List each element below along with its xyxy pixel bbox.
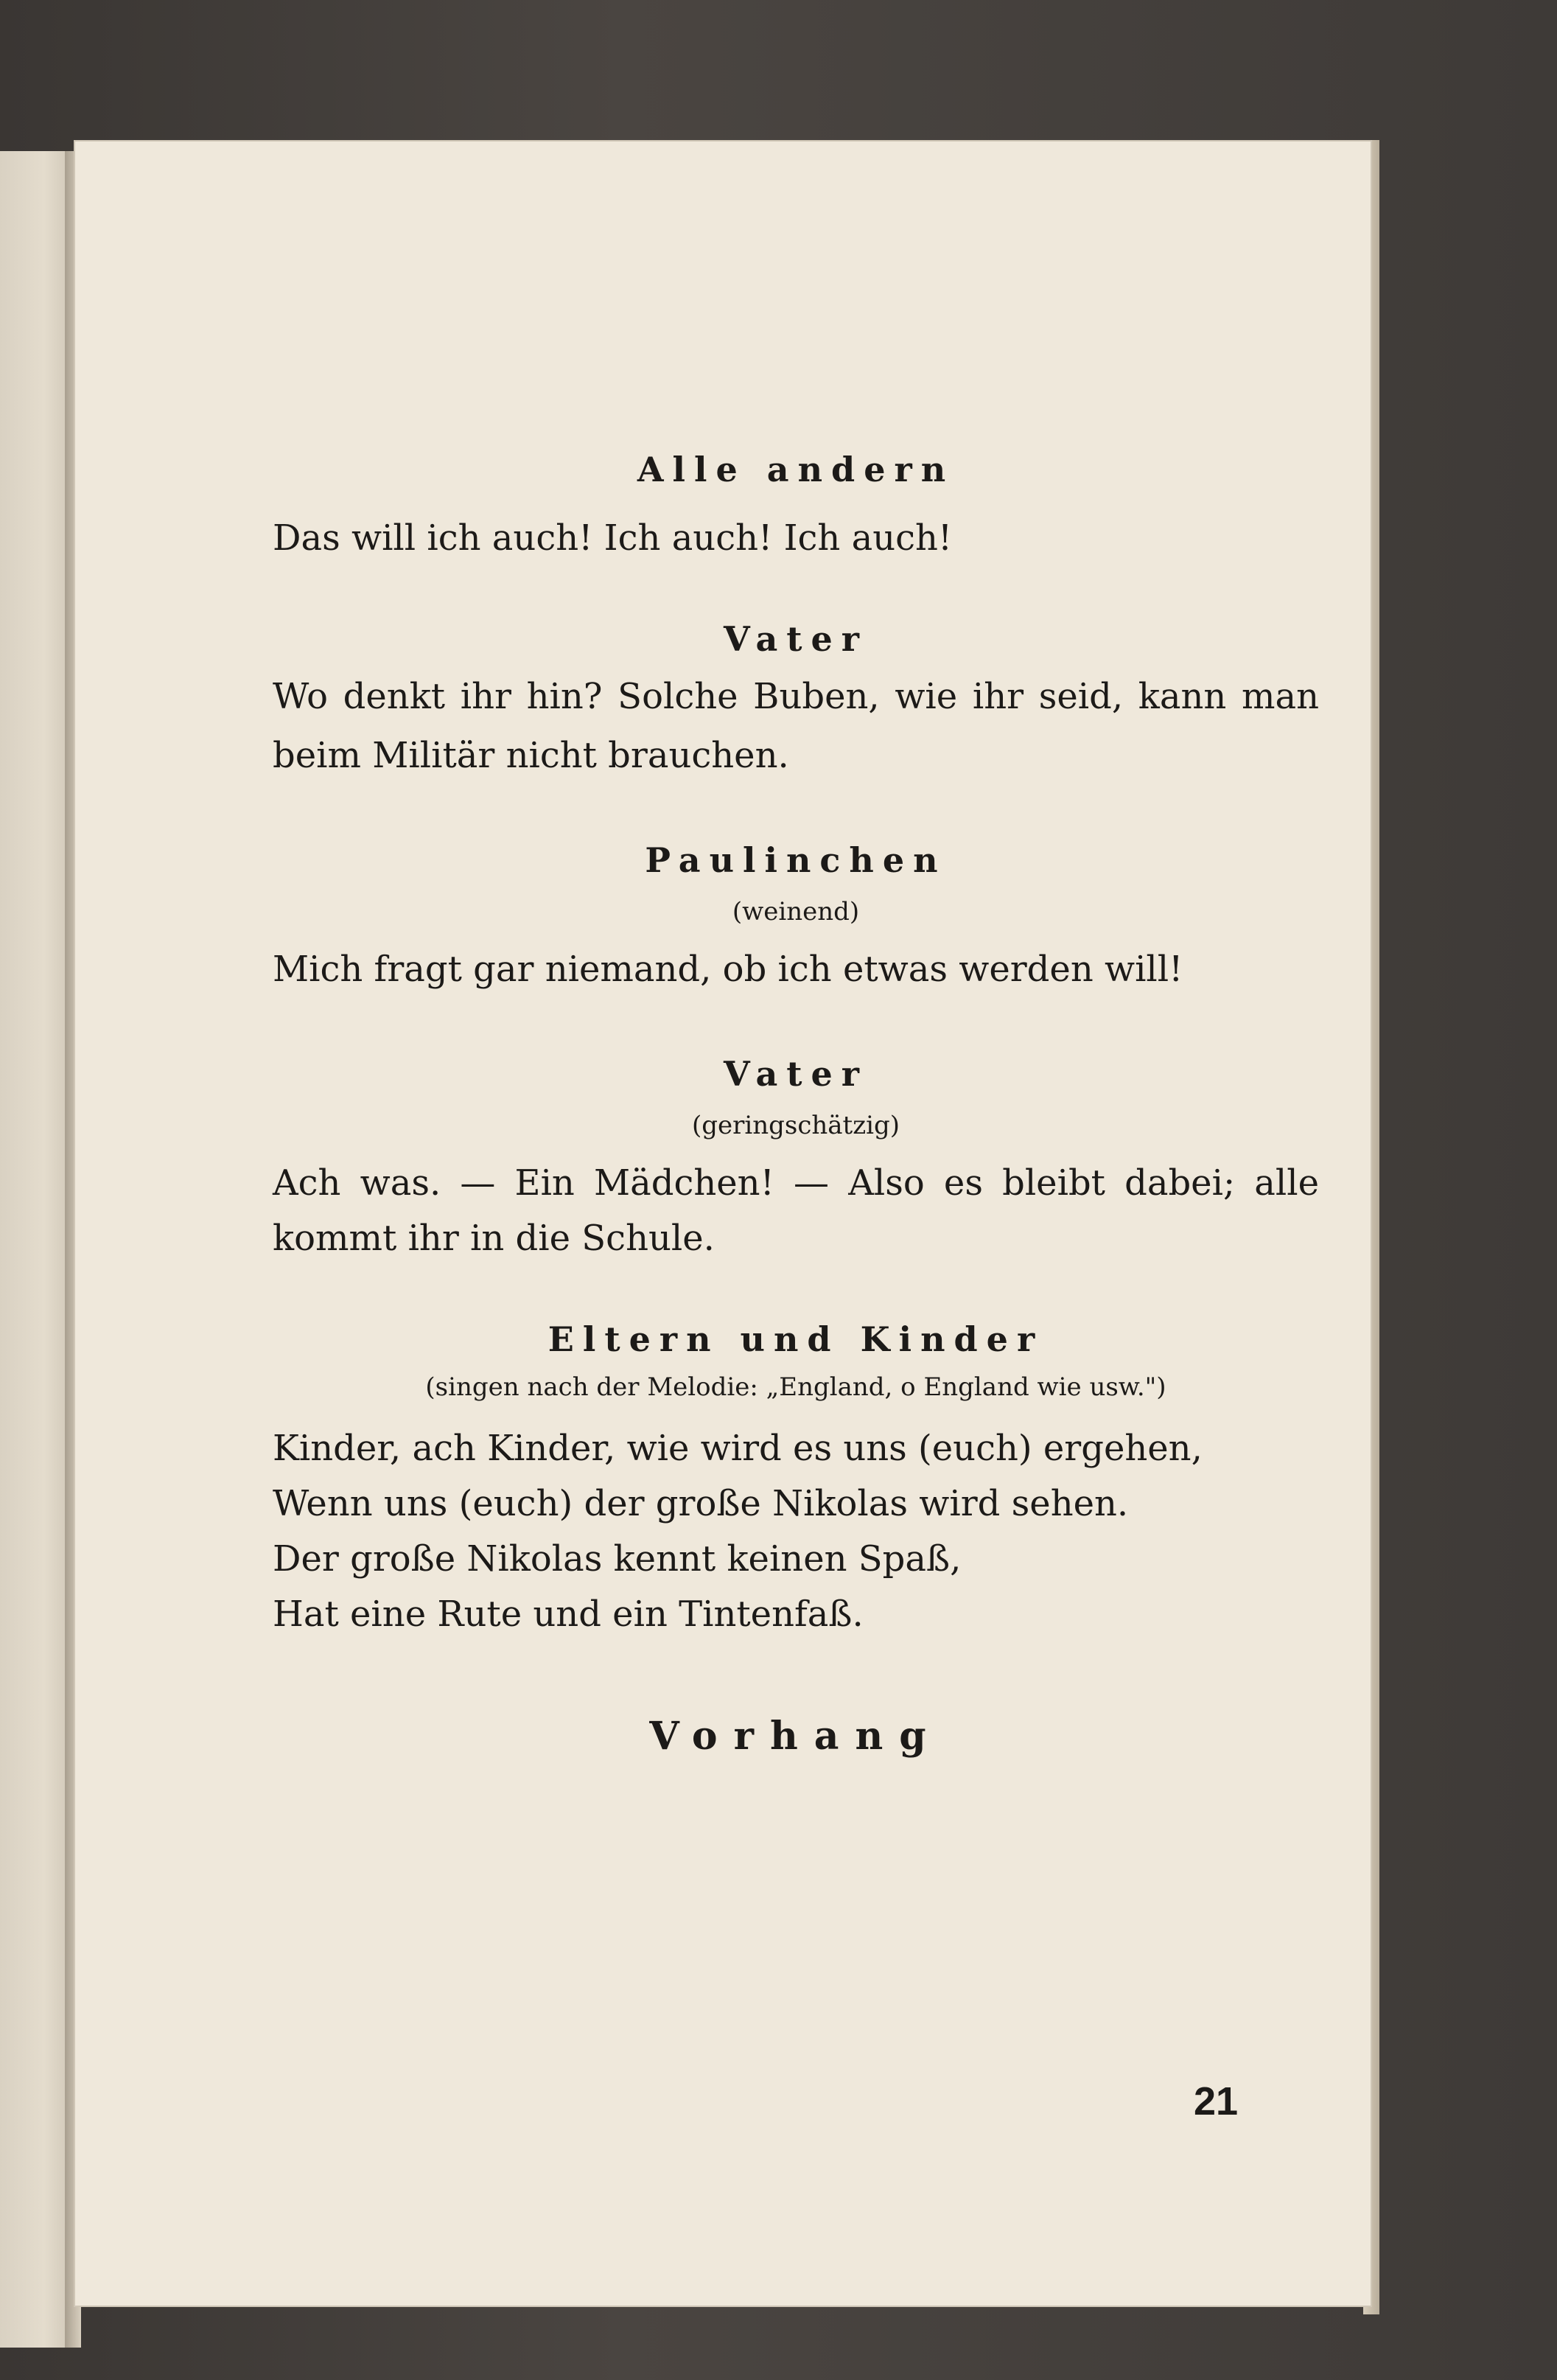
dialogue-line: Das will ich auch! Ich auch! Ich auch! [273, 517, 953, 559]
stage-direction: (geringschätzig) [691, 1111, 900, 1140]
speaker-heading: Vater [723, 619, 869, 659]
facing-page [0, 151, 74, 2348]
dialogue-line: Mich fragt gar niemand, ob ich etwas werden will! [273, 949, 1183, 990]
verse-line: Der große Nikolas kennt keinen Spaß, [273, 1538, 962, 1580]
verse-line: Kinder, ach Kinder, wie wird es uns (euch) ergehen, [273, 1428, 1203, 1469]
stage-direction: (singen nach der Melodie: „England, o England wie usw.") [425, 1372, 1166, 1402]
page-number: 21 [1194, 2079, 1239, 2123]
speaker-heading: Eltern und Kinder [547, 1319, 1044, 1359]
dialogue-line: beim Militär nicht brauchen. [273, 735, 789, 776]
verse-line: Hat eine Rute und ein Tintenfaß. [273, 1594, 864, 1635]
curtain-heading: Vorhang [649, 1714, 942, 1759]
speaker-heading: Alle andern [637, 450, 955, 489]
book-page [74, 140, 1372, 2307]
dialogue-line: kommt ihr in die Schule. [273, 1218, 715, 1259]
dialogue-line: Wo denkt ihr hin? Solche Buben, wie ihr seid, kann man [273, 676, 1319, 717]
stage-direction: (weinend) [732, 897, 860, 926]
dialogue-line: Ach was. — Ein Mädchen! — Also es bleibt dabei; alle [273, 1162, 1319, 1204]
speaker-heading: Paulinchen [645, 840, 947, 880]
verse-line: Wenn uns (euch) der große Nikolas wird sehen. [273, 1483, 1129, 1524]
page-content [273, 140, 1319, 2307]
speaker-heading: Vater [723, 1054, 869, 1094]
